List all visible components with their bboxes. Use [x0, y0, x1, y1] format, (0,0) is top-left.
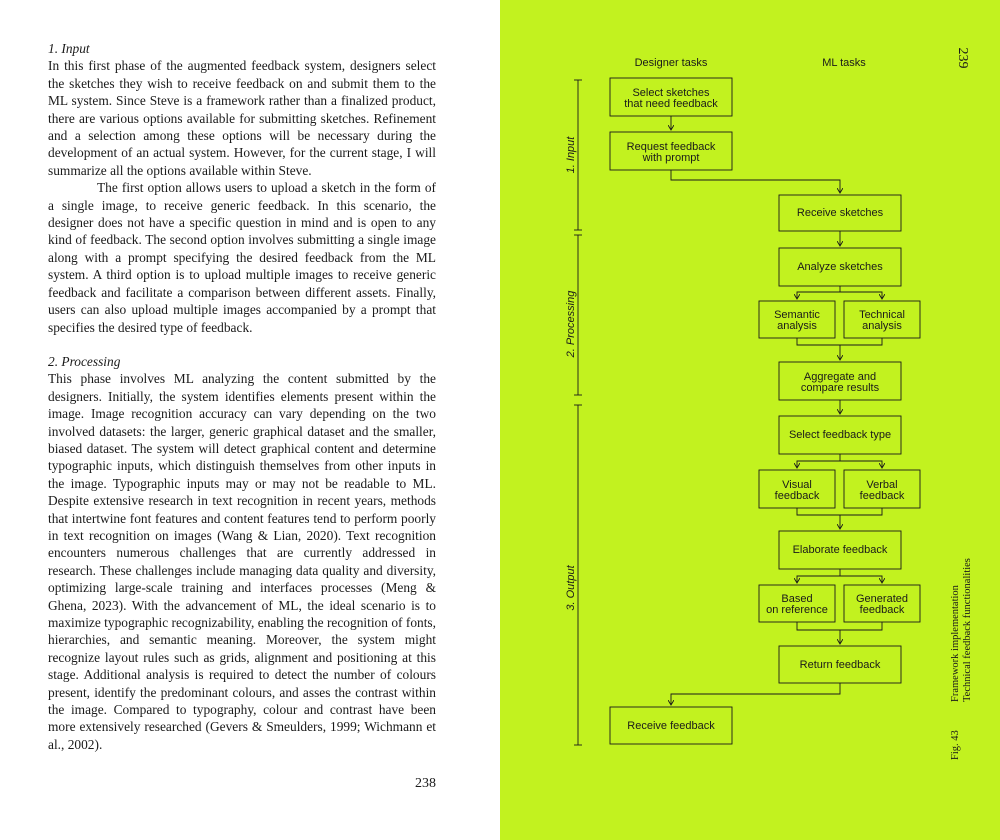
flowchart — [500, 0, 1000, 840]
section-heading-processing: 2. Processing — [48, 353, 121, 369]
col-header-designer: Designer tasks — [634, 57, 708, 69]
node-request-feedback — [610, 132, 732, 170]
node-aggregate-results — [779, 362, 901, 400]
caption-fig-number: Fig. 43 — [950, 730, 961, 760]
svg-text:analysis: analysis — [777, 320, 817, 332]
svg-text:Receive sketches: Receive sketches — [796, 207, 884, 219]
phase-processing — [565, 235, 582, 395]
connectors — [671, 116, 882, 705]
svg-text:feedback: feedback — [859, 490, 905, 502]
svg-text:Elaborate feedback: Elaborate feedback — [792, 544, 888, 556]
page-number-left: 238 — [415, 776, 436, 791]
paragraph: This phase involves ML analyzing the content submitted by the designers. Initially, the system identifies elements present within the image. Image recognition accuracy can vary depending on the two involved datasets: the larger, generic graphical dataset and the smaller, biased dataset. The system will detect graphical content and determine typographic inputs, which distinguish themselves from other inputs in the image. Typographic inputs may or may not be readable to ML. Despite extensive research in text recognition in recent years, methods that intertwine font features and content features tend to perform poorly in text recognition on images (Wang & Lian, 2020). Text recognition encounters numerous challenges that are currently addressed in research. These challenges include managing data quality and diversity, optimizing large-scale training and interfaces processes (Meng & Ghena, 2023). With the advancement of ML, the ideal scenario is to maximize typographic recognizability, enabling the recognition of fonts, hierarchies, and semantic meaning. Moreover, the system might recognize layout rules such as grids, alignment and positioning at this stage. Additional analysis is required to detect the number of colours present, identify the predominant colours, and asses the contrast within the image. Compared to typography, colour and contrast have been more extensively researched (Gevers & Smeulders, 1999; Wichmann et al., 2002). — [48, 371, 436, 752]
node-visual-feedback — [759, 470, 835, 508]
svg-text:feedback: feedback — [859, 604, 905, 616]
paragraph: In this first phase of the augmented feedback system, designers select the sketches they wish to receive feedback on and submit them to the ML system. Since Steve is a framework rather than a finalized product, there are various options available for submitting sketches. Refinement and a selection among these options will be necessary during the development of an actual system. However, for the current stage, I will summarize all the options available within Steve. — [48, 58, 436, 178]
svg-text:analysis: analysis — [862, 320, 902, 332]
node-return-feedback — [779, 646, 901, 683]
svg-text:Request feedback: Request feedback — [626, 141, 716, 153]
svg-text:Technical: Technical — [859, 309, 905, 321]
svg-text:feedback: feedback — [774, 490, 820, 502]
section-heading-input: 1. Input — [48, 41, 90, 56]
svg-text:with prompt: with prompt — [642, 152, 700, 164]
node-generated-feedback — [844, 585, 920, 622]
caption-line-1: Framework implementation — [950, 585, 961, 702]
node-analyze-sketches — [779, 248, 901, 286]
svg-text:Generated: Generated — [856, 593, 908, 605]
svg-text:Receive feedback: Receive feedback — [627, 720, 715, 732]
svg-text:Select feedback type: Select feedback type — [788, 429, 892, 441]
phase-label-input: 1. Input — [565, 136, 577, 174]
node-elaborate-feedback — [779, 531, 901, 569]
phase-label-processing: 2. Processing — [565, 290, 577, 358]
svg-text:Semantic: Semantic — [774, 309, 820, 321]
figure-caption — [950, 560, 978, 760]
svg-text:Analyze sketches: Analyze sketches — [797, 261, 883, 273]
paragraph: The first option allows users to upload a sketch in the form of a single image, to receive generic feedback. In this scenario, the designer does not have a specific question in mind and is open to any kind of feedback. The second option involves submitting a single image along with a prompt specifying the desired feedback from the ML system. A third option is to upload multiple images to receive generic feedback and facilitate a comparison between different assets. Finally, users can also upload multiple images accompanied by a prompt that specifies the desired type of feedback. — [48, 180, 436, 335]
svg-text:that need feedback: that need feedback — [624, 98, 718, 110]
node-verbal-feedback — [844, 470, 920, 508]
col-header-ml: ML tasks — [822, 57, 866, 69]
svg-text:Return feedback: Return feedback — [799, 659, 881, 671]
right-page — [500, 0, 1000, 840]
svg-text:Aggregate and: Aggregate and — [803, 371, 877, 383]
svg-text:on reference: on reference — [766, 604, 828, 616]
phase-label-output: 3. Output — [565, 565, 577, 611]
phase-input — [565, 80, 582, 230]
phase-output — [565, 405, 582, 745]
node-semantic-analysis — [759, 301, 835, 338]
node-receive-sketches — [779, 195, 901, 231]
svg-text:Select sketches: Select sketches — [632, 87, 710, 99]
svg-text:Based: Based — [781, 593, 813, 605]
node-receive-feedback — [610, 707, 732, 744]
svg-text:Verbal: Verbal — [866, 479, 898, 491]
node-based-on-reference — [759, 585, 835, 622]
node-select-sketches — [610, 78, 732, 116]
page-number-right: 239 — [955, 47, 970, 69]
node-technical-analysis — [844, 301, 920, 338]
body-text — [48, 40, 436, 753]
caption-line-2: Technical feedback functionalities — [962, 558, 973, 702]
node-select-feedback-type — [779, 416, 901, 454]
svg-text:compare results: compare results — [800, 382, 880, 394]
svg-text:Visual: Visual — [782, 479, 812, 491]
